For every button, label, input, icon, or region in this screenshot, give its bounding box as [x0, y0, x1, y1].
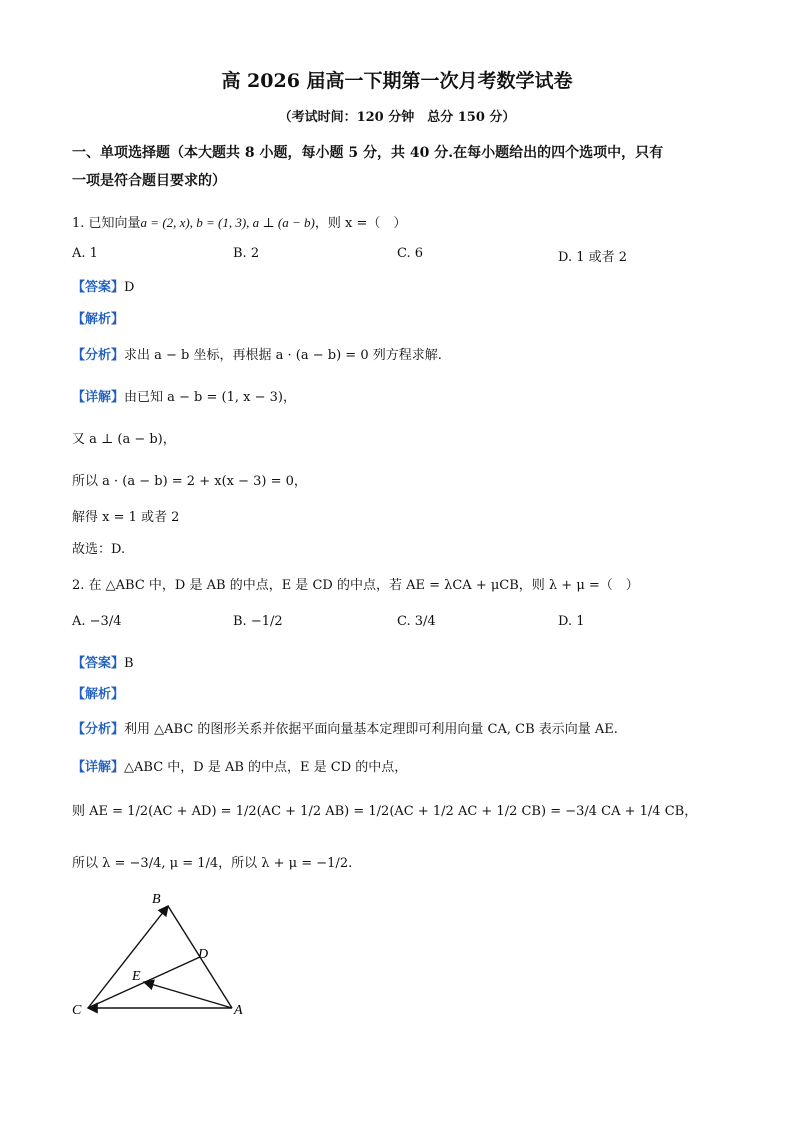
- label-a: A: [234, 1003, 243, 1018]
- section-heading-line1: 一、单项选择题（本大题共 8 小题，每小题 5 分，共 40 分.在每小题给出的四个选项中，只有: [72, 145, 664, 161]
- q2-detail-text-1: △ABC 中，D 是 AB 的中点，E 是 CD 的中点，: [124, 760, 408, 775]
- q2-detail-2: 则 AE = 1/2(AC + AD) = 1/2(AC + 1/2 AB) = 1/2(AC + 1/2 AC + 1/2 CB) = −3/4 CA + 1/4 CB，: [72, 804, 698, 819]
- q1-option-d: D. 1 或者 2: [558, 250, 628, 265]
- q2-answer: [72, 652, 134, 671]
- q1-solution-heading: 【解析】: [72, 312, 125, 327]
- q1-answer: [72, 276, 134, 295]
- label-e: E: [132, 969, 141, 984]
- detail-tag: 【详解】: [72, 390, 125, 405]
- q1-option-b: B. 2: [233, 246, 260, 261]
- q2-solution-heading: 【解析】: [72, 687, 125, 702]
- q2-option-b: B. −1/2: [233, 614, 283, 629]
- q1-analysis-text: 求出 a − b 坐标，再根据 a · (a − b) = 0 列方程求解.: [124, 348, 442, 363]
- segment-cb: [88, 906, 168, 1008]
- q1-stem-prefix: 1. 已知向量: [72, 216, 141, 231]
- label-b: B: [152, 892, 161, 907]
- q1-stem-suffix: ，则 x =（ ）: [314, 216, 407, 231]
- q1-detail-4: 解得 x = 1 或者 2: [72, 510, 180, 525]
- answer-tag: 【答案】: [72, 656, 125, 671]
- q1-option-c: C. 6: [397, 246, 424, 261]
- q1-answer-value: D: [124, 280, 135, 295]
- q2-option-d: D. 1: [558, 614, 585, 629]
- analysis-tag: 【分析】: [72, 348, 125, 363]
- q2-detail-1: [72, 756, 407, 775]
- q1-conclusion: 故选：D.: [72, 542, 126, 557]
- q2-detail-3: 所以 λ = −3/4, μ = 1/4，所以 λ + μ = −1/2.: [72, 856, 353, 871]
- q1-option-a: A. 1: [72, 246, 98, 261]
- q1-detail-3: 所以 a · (a − b) = 2 + x(x − 3) = 0，: [72, 474, 307, 489]
- q2-option-c: C. 3/4: [397, 614, 436, 629]
- q1-stem: [72, 212, 406, 231]
- q1-analysis: [72, 344, 442, 363]
- q2-analysis: [72, 718, 618, 737]
- q1-detail-1: [72, 386, 296, 405]
- exam-info: （考试时间：120 分钟 总分 150 分）: [278, 110, 516, 125]
- section-heading-line2: 一项是符合题目要求的）: [72, 173, 226, 189]
- label-c: C: [72, 1003, 82, 1018]
- detail-tag: 【详解】: [72, 760, 125, 775]
- q2-analysis-text: 利用 △ABC 的图形关系并依据平面向量基本定理即可利用向量 CA, CB 表示向量 AE.: [124, 722, 618, 737]
- q2-answer-value: B: [124, 656, 134, 671]
- q1-stem-math: a = (2, x), b = (1, 3), a ⊥ (a − b): [140, 215, 315, 230]
- answer-tag: 【答案】: [72, 280, 125, 295]
- q1-detail-text-1: 由已知 a − b = (1, x − 3)，: [124, 390, 296, 405]
- q2-stem: 2. 在 △ABC 中，D 是 AB 的中点，E 是 CD 的中点，若 AE = λCA + μCB，则 λ + μ =（ ）: [72, 578, 639, 593]
- triangle-figure: [66, 886, 256, 1026]
- analysis-tag: 【分析】: [72, 722, 125, 737]
- label-d: D: [198, 947, 209, 962]
- page-title: 高 2026 届高一下期第一次月考数学试卷: [221, 70, 573, 92]
- q2-option-a: A. −3/4: [72, 614, 122, 629]
- q1-detail-2: 又 a ⊥ (a − b)，: [72, 432, 176, 447]
